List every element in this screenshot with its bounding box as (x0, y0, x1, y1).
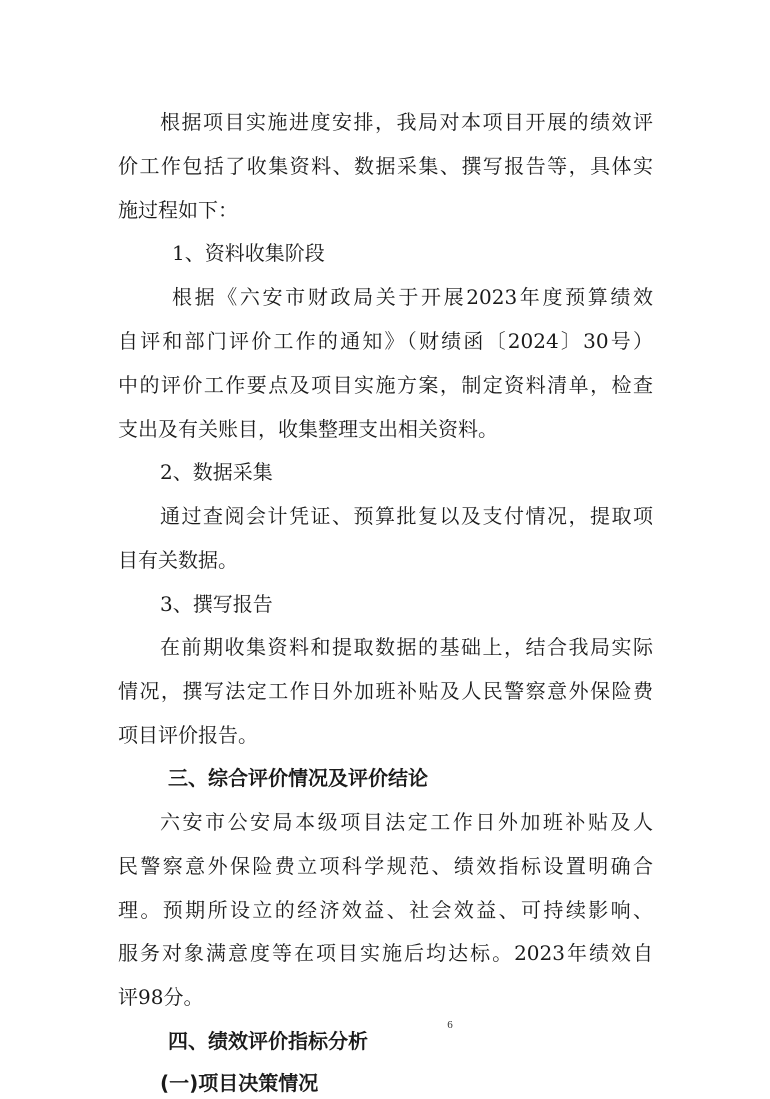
section-heading-2: 2、数据采集 (160, 460, 273, 484)
section-heading-1: 1、资料收集阶段 (172, 241, 325, 265)
paragraph-line: 在前期收集资料和提取数据的基础上，结合我局实际 (160, 635, 653, 659)
paragraph-line: 根据《六安市财政局关于开展2023年度预算绩效 (172, 285, 653, 309)
paragraph-line: 六安市公安局本级项目法定工作日外加班补贴及人 (160, 810, 653, 834)
paragraph-line: 中的评价工作要点及项目实施方案，制定资料清单，检查 (118, 373, 653, 397)
paragraph-line: 目有关数据。 (118, 548, 238, 572)
page-number: 6 (447, 1019, 453, 1031)
paragraph-line: 项目评价报告。 (118, 723, 258, 747)
paragraph-line: 评98分。 (118, 985, 204, 1009)
paragraph-line: 民警察意外保险费立项科学规范、绩效指标设置明确合 (118, 854, 653, 878)
paragraph-line: 施过程如下： (118, 198, 238, 222)
paragraph-line: 自评和部门评价工作的通知》（财绩函〔2024〕30号） (118, 329, 653, 353)
paragraph-line: 支出及有关账目，收集整理支出相关资料。 (118, 417, 498, 441)
paragraph-line: 理。预期所设立的经济效益、社会效益、可持续影响、 (118, 898, 653, 922)
paragraph-line: 根据项目实施进度安排，我局对本项目开展的绩效评 (160, 110, 653, 134)
paragraph-line: 价工作包括了收集资料、数据采集、撰写报告等，具体实 (118, 154, 653, 178)
chapter-heading-4: 四、绩效评价指标分析 (168, 1029, 368, 1053)
section-heading-3: 3、撰写报告 (160, 592, 273, 616)
paragraph-line: 情况，撰写法定工作日外加班补贴及人民警察意外保险费 (118, 679, 653, 703)
subsection-heading: (一)项目决策情况 (160, 1071, 319, 1095)
chapter-heading-3: 三、综合评价情况及评价结论 (168, 766, 428, 790)
paragraph-line: 服务对象满意度等在项目实施后均达标。2023年绩效自 (118, 941, 653, 965)
paragraph-line: 通过查阅会计凭证、预算批复以及支付情况，提取项 (160, 504, 653, 528)
